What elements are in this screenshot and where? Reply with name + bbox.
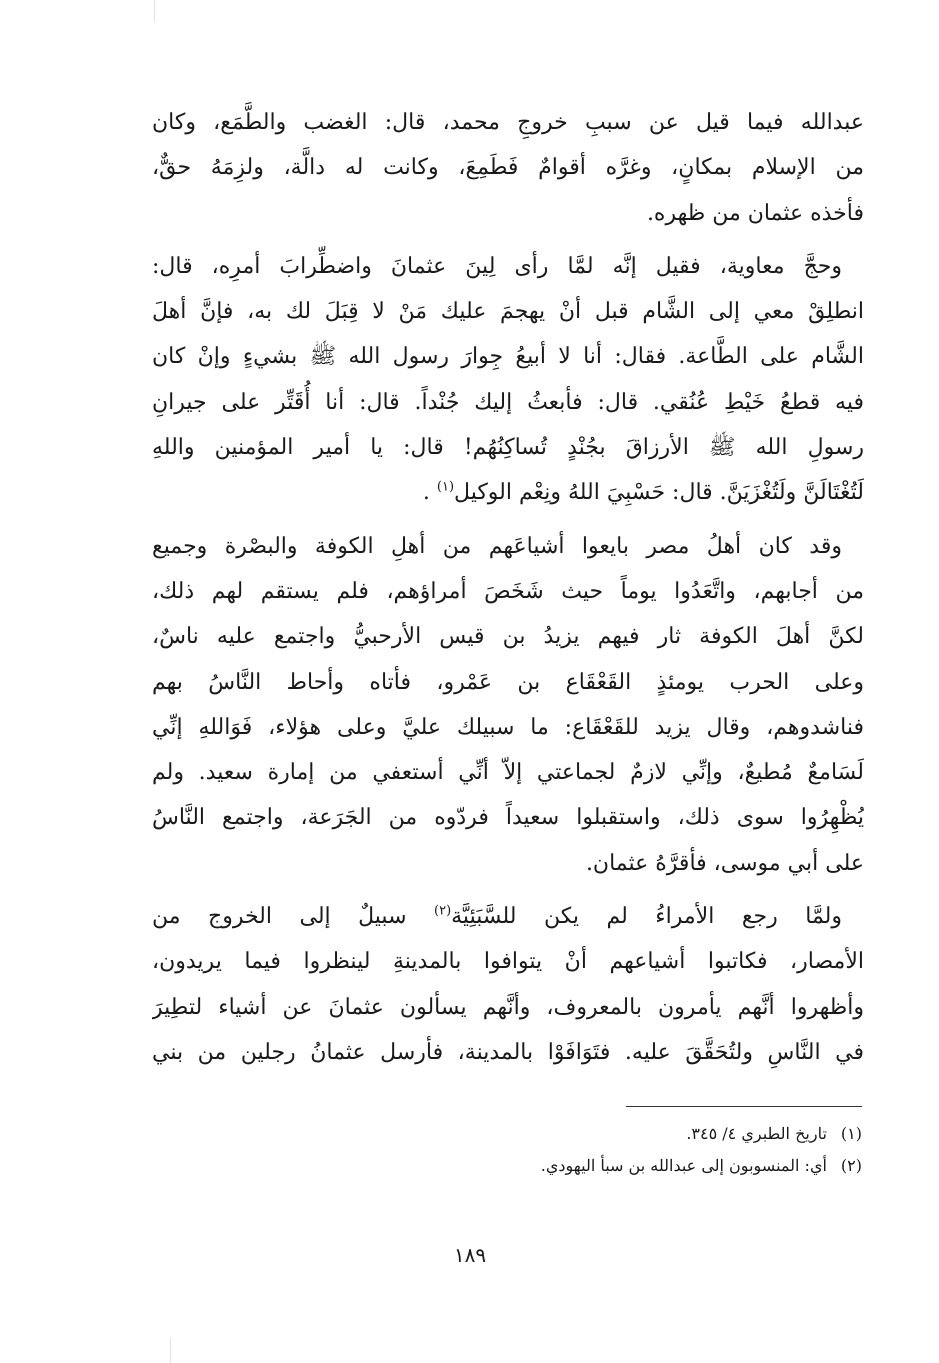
text-line: الأمصار، فكاتبوا أشياعهم أنْ يتوافوا بالمدينةِ لينظروا فيما يريدون، (152, 949, 864, 975)
scan-margin-mark-top (154, 0, 155, 22)
text-line: في النَّاسِ ولتُحَقَّقَ عليه. فتَوَافَوْا بالمدينة، فأرسل عثمانُ رجلين من بني (152, 1039, 864, 1065)
footnote-number: (١) (840, 1124, 862, 1143)
text-line (152, 470, 864, 515)
text-line: وحجَّ معاوية، فقيل إنَّه لمَّا رأى لِينَ عثمانَ واضطِّرابَ أمرِه، قال: (152, 253, 842, 279)
footnote-ref: (١) (436, 480, 455, 496)
text-line: انطلِقْ معي إلى الشَّام قبل أنْ يهجمَ عليك مَنْ لا قِبَلَ لك به، فإنَّ أهلَ (152, 299, 864, 325)
text-line: الشَّام على الطَّاعة. فقال: أنا لا أبيعُ جِوارَ رسول الله ﷺ بشيءٍ وإنْ كان (152, 344, 864, 370)
page-number: ١٨٩ (453, 1243, 487, 1267)
footnote-text: أي: المنسوبون إلى عبدالله بن سبأ اليهودي. (540, 1156, 827, 1175)
footnote-ref: (٢) (434, 903, 452, 919)
footnotes (300, 1118, 862, 1182)
footnote-separator (626, 1106, 862, 1107)
text-line: عبدالله فيما قيل عن سببِ خروجِ محمد، قال: الغضب والطَّمَع، وكان (152, 110, 864, 135)
text-line: لكنَّ أهلَ الكوفة ثار فيهم يزيدُ بن قيس الأرحبيُّ واجتمع عليه ناسٌ، (152, 624, 864, 650)
scan-margin-mark-bottom (170, 1338, 171, 1363)
body-text (152, 100, 864, 1075)
text-line: من الإسلام بمكانٍ، وغرَّه أقوامٌ فَطَمِعَ، وكانت له دالَّة، ولزِمَهُ حقٌّ، (152, 155, 864, 181)
line-text: . (422, 480, 437, 506)
text-line: وقد كان أهلُ مصر بايعوا أشياعَهم من أهلِ الكوفة والبصْرة وجميع (152, 533, 842, 559)
text-line: فيه قطعُ خَيْطِ عُنُقي. قال: فأبعثُ إليك جُنْداً. قال: أنا أُقَتِّر على جيرانِ (152, 389, 864, 415)
text-line: فناشدوهم، وقال يزيد للقَعْقَاع: ما سبيلك عليَّ وعلى هؤلاء، فَوَاللهِ إنِّي (152, 714, 864, 740)
text-line: على أبي موسى، فأقرَّهُ عثمان. (585, 850, 864, 876)
footnote (300, 1118, 862, 1150)
line-text: ولمَّا رجع الأمراءُ لم يكن للسَّبَئِيَّة (451, 904, 842, 930)
line-text: لَتُغْتَالَنَّ ولَتُغْزَيَنَّ. قال: حَسْبِيَ اللهُ ونِعْم الوكيل (454, 480, 864, 506)
text-line: يُظْهِرُوا سوى ذلك، واستقبلوا سعيداً فردّوه من الجَرَعة، واجتمع النَّاسُ (152, 805, 864, 831)
text-line: من أجابهم، واتَّعَدُوا يوماً حيث شَخَصَ أمراؤهم، فلم يستقم لهم ذلك، (152, 578, 864, 604)
text-line: فأخذه عثمان من ظهره. (646, 200, 864, 226)
text-line: رسولِ الله ﷺ الأرزاقَ بجُنْدٍ تُساكِنُهُم! قال: يا أمير المؤمنين واللهِ (152, 435, 864, 461)
footnote (300, 1150, 862, 1182)
line-text: سبيلٌ إلى الخروج من (152, 904, 434, 930)
text-line: لَسَامعٌ مُطيعٌ، وإنِّي لازمٌ لجماعتي إلاّ أنِّي أستعفي من إمارة سعيد. ولم (152, 760, 864, 786)
text-line: وعلى الحرب يومئذٍ القَعْقَاع بن عَمْرو، فأتاه وأحاط النَّاسُ بهم (152, 669, 864, 695)
text-line (152, 894, 864, 939)
footnote-number: (٢) (840, 1156, 862, 1175)
text-line: وأظهروا أنَّهم يأمرون بالمعروف، وأنَّهم يسألون عثمانَ عن أشياء لتطِيرَ (152, 994, 864, 1020)
footnote-text: تاريخ الطبري ٤/ ٣٤٥. (686, 1124, 827, 1143)
